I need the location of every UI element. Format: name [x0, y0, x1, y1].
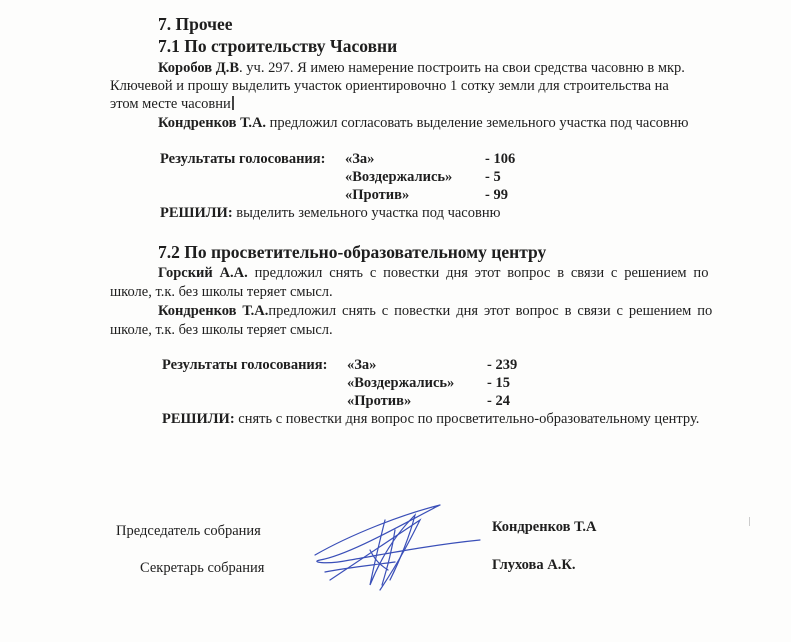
chair-role: Председатель собрания [116, 523, 261, 539]
vote-value-for: - 239 [487, 357, 518, 373]
vote-label-abstain: «Воздержались» [347, 375, 455, 391]
decision-label: РЕШИЛИ: [162, 411, 235, 427]
decision-text: выделить земельного участка под часовню [232, 205, 501, 221]
speaker-name: Коробов Д.В [158, 60, 240, 76]
speaker-name: Горский А.А. [158, 265, 248, 281]
vote-value-abstain: - 5 [485, 169, 501, 185]
subsection-title-7-1: 7.1 По строительству Часовни [158, 36, 398, 56]
decision-7-1 [160, 205, 500, 222]
scan-mark [749, 517, 750, 526]
speaker-name: Кондренков Т.А. [158, 115, 267, 131]
subsection-title-7-2: 7.2 По просветительно-образовательному центру [158, 242, 547, 262]
paragraph-korobov-line2: Ключевой и прошу выделить участок ориентировочно 1 сотку земли для строительства на [110, 78, 669, 94]
vote-value-against: - 24 [487, 393, 510, 409]
paragraph-gorsky-line2: школе, т.к. без школы теряет смысл. [110, 284, 333, 300]
paragraph-korobov-line1 [158, 60, 685, 77]
paragraph-text: этом месте часовни [110, 96, 231, 112]
vote-label-against: «Против» [345, 187, 410, 203]
signature-strokes [315, 505, 480, 590]
vote-value-against: - 99 [485, 187, 508, 203]
paragraph-gorsky-line1 [158, 265, 708, 282]
votes-label: Результаты голосования: [162, 357, 328, 373]
secretary-name: Глухова А.К. [492, 557, 576, 573]
vote-label-for: «За» [347, 357, 377, 373]
decision-text: снять с повестки дня вопрос по просветительно-образовательному центру. [234, 411, 700, 427]
vote-label-against: «Против» [347, 393, 412, 409]
vote-label-abstain: «Воздержались» [345, 169, 453, 185]
paragraph-kondrenkov-2-line2: школе, т.к. без школы теряет смысл. [110, 322, 333, 338]
paragraph-korobov-line3 [110, 96, 234, 113]
paragraph-text: предложил снять с повестки дня этот вопрос в связи с решением по [268, 303, 713, 319]
decision-label: РЕШИЛИ: [160, 205, 233, 221]
paragraph-text: . уч. 297. Я имею намерение построить на свои средства часовню в мкр. [239, 60, 685, 76]
votes-label: Результаты голосования: [160, 151, 326, 167]
vote-value-for: - 106 [485, 151, 516, 167]
paragraph-text: предложил согласовать выделение земельного участка под часовню [266, 115, 689, 131]
paragraph-kondrenkov-1 [158, 115, 688, 132]
decision-7-2 [162, 411, 699, 428]
section-title: 7. Прочее [158, 14, 233, 34]
secretary-role: Секретарь собрания [140, 560, 265, 576]
text-cursor [232, 96, 234, 110]
chair-name: Кондренков Т.А [492, 519, 597, 535]
vote-label-for: «За» [345, 151, 375, 167]
paragraph-text: предложил снять с повестки дня этот вопрос в связи с решением по [247, 265, 709, 281]
speaker-name: Кондренков Т.А. [158, 303, 269, 319]
handwritten-signature [310, 500, 490, 595]
vote-value-abstain: - 15 [487, 375, 510, 391]
paragraph-kondrenkov-2-line1 [158, 303, 712, 320]
